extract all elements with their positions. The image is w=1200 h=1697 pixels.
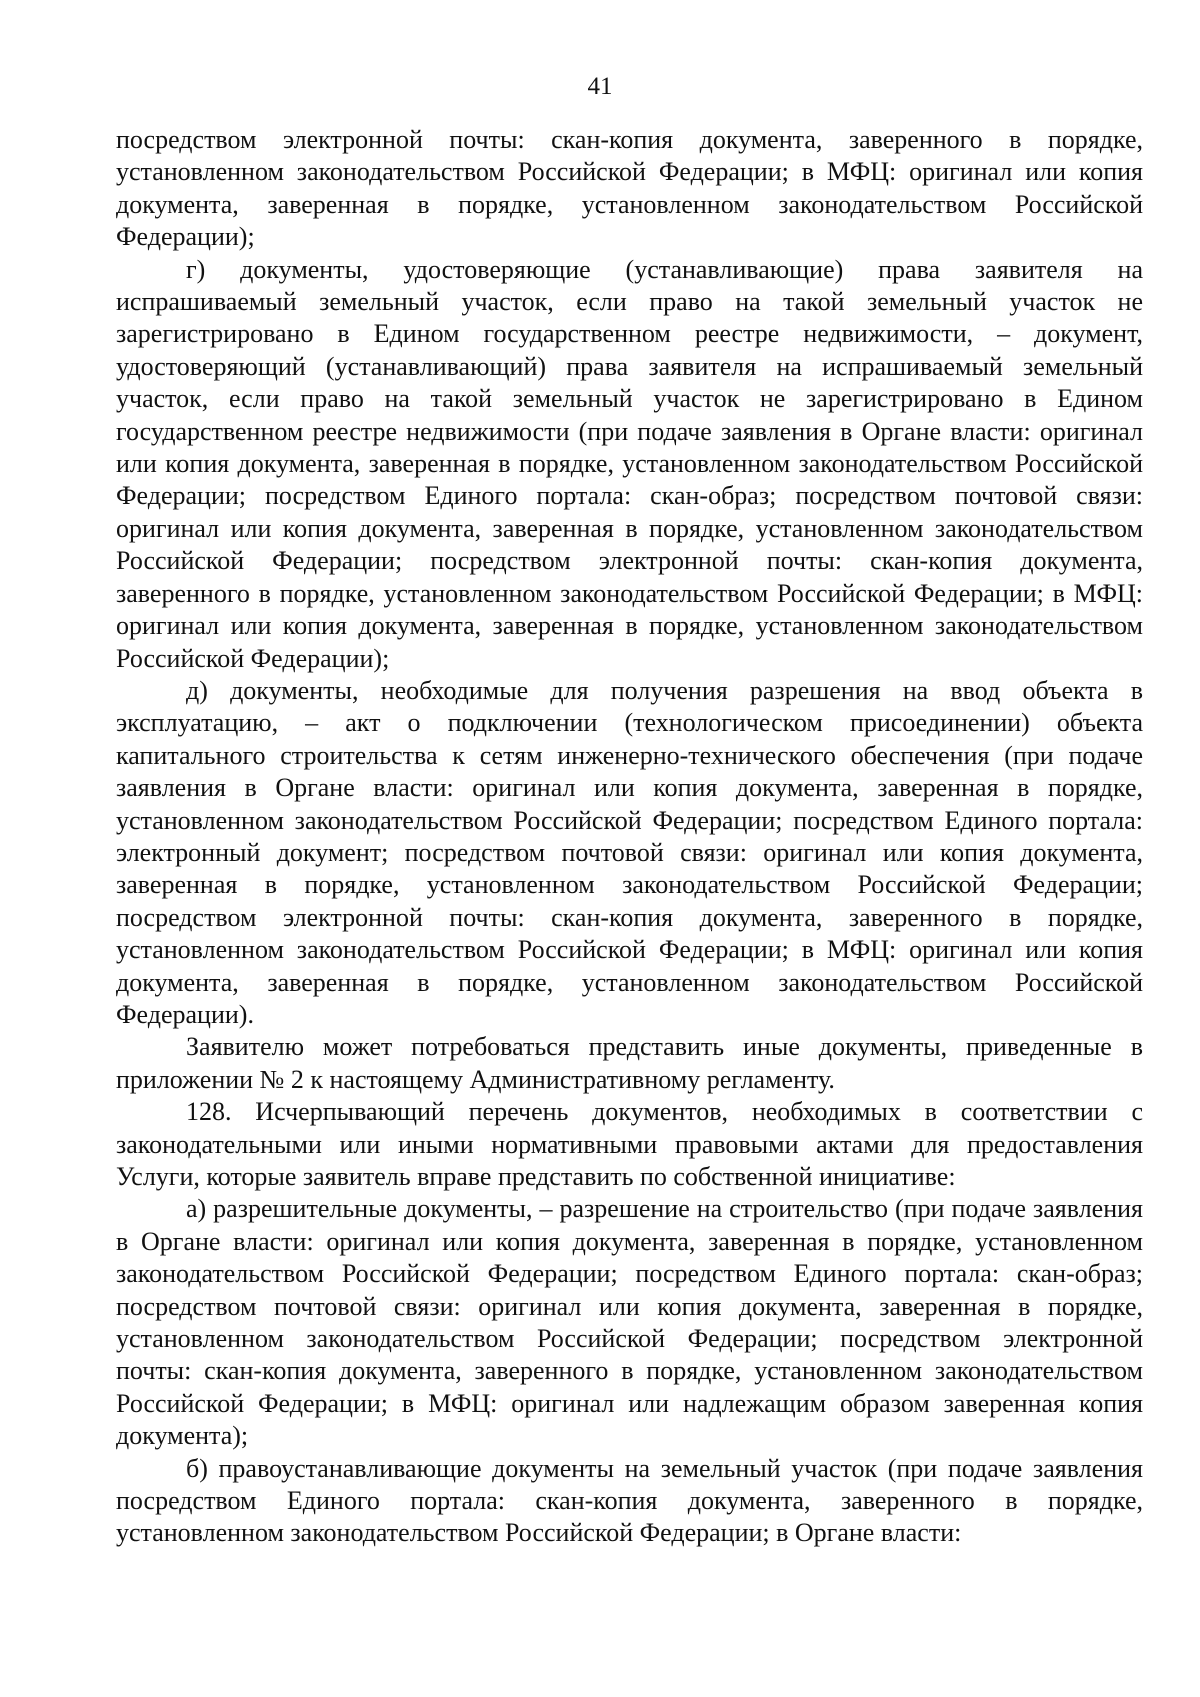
page-number: 41 bbox=[587, 73, 613, 100]
paragraph-other-documents: Заявителю может потребоваться представить иные документы, приведенные в приложении № 2 к настоящему Административному регламенту. bbox=[116, 1032, 1143, 1094]
document-body bbox=[116, 124, 1143, 1550]
paragraph-item-d: д) документы, необходимые для получения разрешения на ввод объекта в эксплуатацию, – акт о подключении (технологическом присоединении) объекта капитального строительства к сетям инженерно-технического обеспечения (при подаче заявления в Органе власти: оригинал или копия документа, заверенная в порядке, установленном законодательством Российской Федерации; посредством Единого портала: электронный документ; посредством почтовой связи: оригинал или копия документа, заверенная в порядке, установленном законодательством Российской Федерации; посредством электронной почты: скан-копия документа, заверенного в порядке, установленном законодательством Российской Федерации; в МФЦ: оригинал или копия документа, заверенная в порядке, установленном законодательством Российской Федерации). bbox=[116, 675, 1143, 1029]
paragraph-item-g: г) документы, удостоверяющие (устанавливающие) права заявителя на испрашиваемый земельный участок, если право на такой земельный участок не зарегистрировано в Едином государственном реестре недвижимости, – документ, удостоверяющий (устанавливающий) права заявителя на испрашиваемый земельный участок, если право на такой земельный участок не зарегистрировано в Едином государственном реестре недвижимости (при подаче заявления в Органе власти: оригинал или копия документа, заверенная в порядке, установленном законодательством Российской Федерации; посредством Единого портала: скан-образ; посредством почтовой связи: оригинал или копия документа, заверенная в порядке, установленном законодательством Российской Федерации; посредством электронной почты: скан-копия документа, заверенного в порядке, установленном законодательством Российской Федерации; в МФЦ: оригинал или копия документа, заверенная в порядке, установленном законодательством Российской Федерации); bbox=[116, 254, 1143, 673]
paragraph-item-b: б) правоустанавливающие документы на земельный участок (при подаче заявления посредством Единого портала: скан-копия документа, заверенного в порядке, установленном законодательством Российской Федерации; в Органе власти: bbox=[116, 1453, 1143, 1548]
paragraph-128: 128. Исчерпывающий перечень документов, необходимых в соответствии с законодательными или иными нормативными правовыми актами для предоставления Услуги, которые заявитель вправе представить по собственной инициативе: bbox=[116, 1097, 1143, 1191]
paragraph-item-a: а) разрешительные документы, – разрешение на строительство (при подаче заявления в Органе власти: оригинал или копия документа, заверенная в порядке, установленном законодательством Российской Федерации; посредством Единого портала: скан-образ; посредством почтовой связи: оригинал или копия документа, заверенная в порядке, установленном законодательством Российской Федерации; посредством электронной почты: скан-копия документа, заверенного в порядке, установленном законодательством Российской Федерации; в МФЦ: оригинал или надлежащим образом заверенная копия документа); bbox=[116, 1194, 1143, 1451]
paragraph-continuation: посредством электронной почты: скан-копия документа, заверенного в порядке, установленном законодательством Российской Федерации; в МФЦ: оригинал или копия документа, заверенная в порядке, установленном законодательством Российской Федерации); bbox=[116, 125, 1143, 252]
